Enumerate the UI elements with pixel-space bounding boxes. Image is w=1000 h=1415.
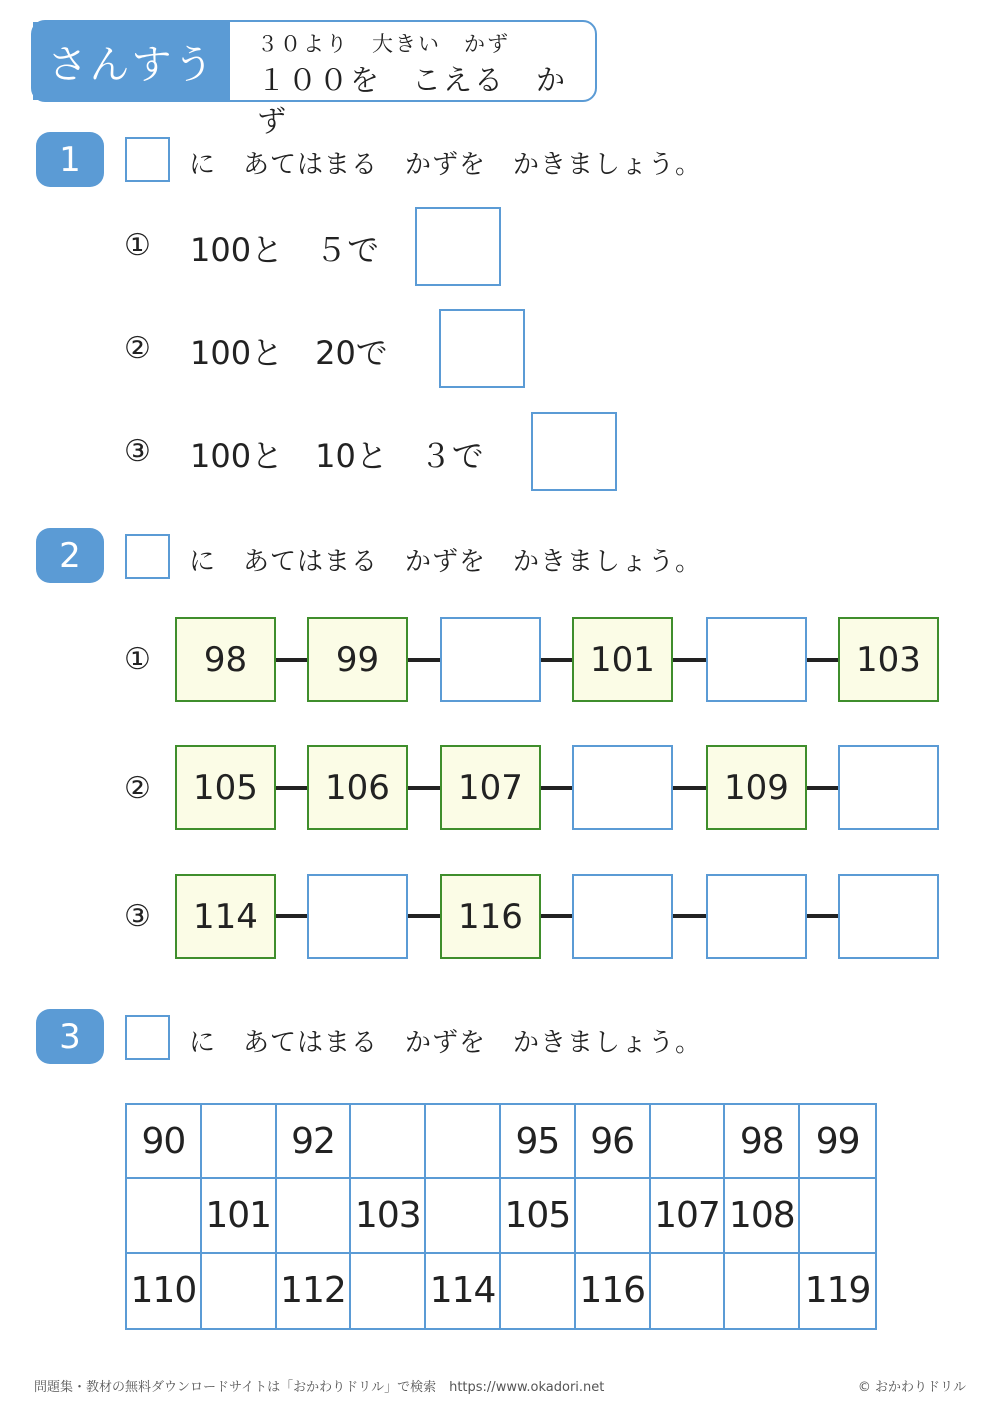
- sequence-answer-box[interactable]: [572, 874, 673, 959]
- sequence-cell: 103: [838, 617, 939, 702]
- sequence-cell: 116: [440, 874, 541, 959]
- grid-cell: 119: [804, 1270, 871, 1312]
- grid-cell: 112: [277, 1254, 352, 1328]
- question-1-answer-box[interactable]: [415, 207, 501, 286]
- grid-answer-cell[interactable]: [426, 1105, 501, 1179]
- section-1-badge: 1: [36, 132, 104, 187]
- question-3-text: 100と 10と ３で: [190, 437, 484, 475]
- grid-answer-cell[interactable]: [576, 1179, 651, 1253]
- grid-cell: 101: [202, 1179, 277, 1253]
- grid-cell: 99: [800, 1105, 875, 1179]
- grid-cell: 95: [501, 1105, 576, 1179]
- grid-cell: 96: [576, 1105, 651, 1179]
- grid-answer-cell[interactable]: [426, 1179, 501, 1253]
- header-subtitle: ３０より 大きい かず: [257, 32, 510, 56]
- grid-cell: 107: [651, 1179, 726, 1253]
- grid-answer-cell[interactable]: [351, 1254, 426, 1328]
- header-title: １００を こえる かず: [257, 63, 568, 138]
- grid-answer-cell[interactable]: [725, 1254, 800, 1328]
- sequence-answer-box[interactable]: [706, 874, 807, 959]
- sequence-row-2-number: ②: [124, 771, 151, 806]
- grid-cell: 114: [426, 1254, 501, 1328]
- sequence-row-1-number: ①: [124, 642, 151, 677]
- section-3-legend-box: [125, 1015, 170, 1060]
- grid-answer-cell[interactable]: [651, 1105, 726, 1179]
- section-2-badge: 2: [36, 528, 104, 583]
- grid-answer-cell[interactable]: [501, 1254, 576, 1328]
- grid-answer-cell[interactable]: [800, 1179, 875, 1253]
- sequence-cell: 99: [307, 617, 408, 702]
- grid-cell: 105: [501, 1179, 576, 1253]
- grid-answer-cell[interactable]: [351, 1105, 426, 1179]
- sequence-cell: 107: [440, 745, 541, 830]
- section-2-legend-box: [125, 534, 170, 579]
- sequence-cell: 101: [572, 617, 673, 702]
- footer-copyright: © おかわりドリル: [857, 1380, 966, 1395]
- grid-answer-cell[interactable]: [202, 1254, 277, 1328]
- question-3-number: ③: [124, 434, 151, 469]
- grid-cell: 103: [351, 1179, 426, 1253]
- section-3-instruction: に あてはまる かずを かきましょう。: [189, 1028, 703, 1058]
- sequence-answer-box[interactable]: [440, 617, 541, 702]
- question-1-text: 100と ５で: [190, 231, 380, 269]
- sequence-answer-box[interactable]: [572, 745, 673, 830]
- sequence-cell: 98: [175, 617, 276, 702]
- grid-answer-cell[interactable]: [277, 1179, 352, 1253]
- sequence-cell: 114: [175, 874, 276, 959]
- sequence-cell: 105: [175, 745, 276, 830]
- section-3-badge: 3: [36, 1009, 104, 1064]
- sequence-answer-box[interactable]: [838, 745, 939, 830]
- question-2-number: ②: [124, 331, 151, 366]
- question-2-text: 100と 20で: [190, 334, 388, 372]
- worksheet-header: [31, 20, 597, 138]
- grid-cell: 92: [277, 1105, 352, 1179]
- grid-answer-cell[interactable]: [202, 1105, 277, 1179]
- footer-site-note: 問題集・教材の無料ダウンロードサイトは「おかわりドリル」で検索 https://www.okadori.net: [34, 1380, 605, 1395]
- sequence-answer-box[interactable]: [838, 874, 939, 959]
- question-1-number: ①: [124, 228, 151, 263]
- question-2-answer-box[interactable]: [439, 309, 525, 388]
- grid-cell: 116: [576, 1254, 651, 1328]
- question-3-answer-box[interactable]: [531, 412, 617, 491]
- sequence-answer-box[interactable]: [307, 874, 408, 959]
- number-grid: [125, 1103, 877, 1330]
- subject-badge: さんすう: [33, 22, 230, 100]
- section-1-instruction: に あてはまる かずを かきましょう。: [189, 150, 703, 180]
- grid-cell: 98: [725, 1105, 800, 1179]
- sequence-answer-box[interactable]: [706, 617, 807, 702]
- sequence-cell: 106: [307, 745, 408, 830]
- grid-cell: 108: [725, 1179, 800, 1253]
- grid-cell: 90: [127, 1105, 202, 1179]
- section-2-instruction: に あてはまる かずを かきましょう。: [189, 547, 703, 577]
- grid-answer-cell[interactable]: [127, 1179, 202, 1253]
- sequence-row-3-number: ③: [124, 899, 151, 934]
- grid-answer-cell[interactable]: [651, 1254, 726, 1328]
- sequence-cell: 109: [706, 745, 807, 830]
- grid-cell: 110: [127, 1254, 202, 1328]
- section-1-legend-box: [125, 137, 170, 182]
